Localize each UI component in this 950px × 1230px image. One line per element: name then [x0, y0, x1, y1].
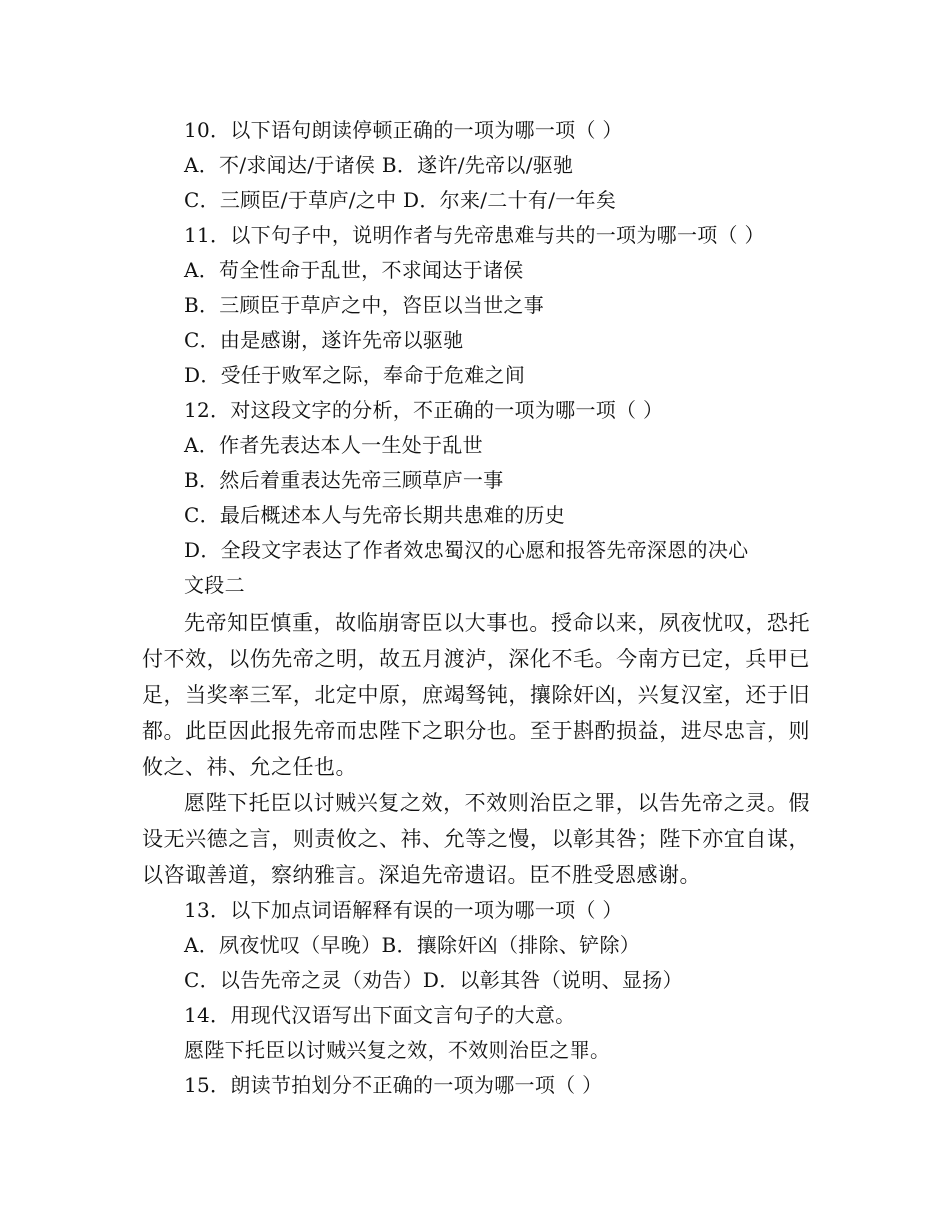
question-12-stem: 12．对这段文字的分析，不正确的一项为哪一项（ ） [184, 398, 664, 422]
question-10-options-ab: A．不/求闻达/于诸侯 B．遂许/先帝以/驱驰 [184, 153, 574, 177]
question-13-options-ab: A．夙夜忧叹（早晚）B．攘除奸凶（排除、铲除） [184, 933, 641, 957]
question-10-options-cd: C．三顾臣/于草庐/之中 D．尔来/二十有/一年矣 [184, 188, 617, 212]
question-12-option-a: A．作者先表达本人一生处于乱世 [184, 433, 483, 457]
question-12-option-b: B．然后着重表达先帝三顾草庐一事 [184, 468, 504, 492]
question-15-stem: 15．朗读节拍划分不正确的一项为哪一项（ ） [184, 1073, 603, 1097]
question-11-option-b: B．三顾臣于草庐之中，咨臣以当世之事 [184, 293, 545, 317]
question-14-sentence: 愿陛下托臣以讨贼兴复之效，不效则治臣之罪。 [184, 1038, 611, 1062]
question-13-options-cd: C．以告先帝之灵（劝告）D．以彰其咎（说明、显扬） [184, 968, 683, 992]
question-13-stem: 13．以下加点词语解释有误的一项为哪一项（ ） [184, 898, 623, 922]
passage-paragraph-1: 先帝知臣慎重，故临崩寄臣以大事也。授命以来，夙夜忧叹，恐托付不效，以伤先帝之明，故五月渡泸，深化不毛。今南方已定，兵甲已足，当奖率三军，北定中原，庶竭驽钝，攘除奸凶，兴复汉室，还于旧都。此臣因此报先帝而忠陛下之职分也。至于斟酌损益，进尽忠言，则攸之、祎、允之任也。 [142, 611, 810, 779]
passage-paragraph-2: 愿陛下托臣以讨贼兴复之效，不效则治臣之罪，以告先帝之灵。假设无兴德之言，则责攸之、祎、允等之慢，以彰其咎；陛下亦宜自谋，以咨诹善道，察纳雅言。深追先帝遗诏。臣不胜受恩感谢。 [142, 791, 810, 887]
question-11-option-c: C．由是感谢，遂许先帝以驱驰 [184, 328, 464, 352]
question-12-option-c: C．最后概述本人与先帝长期共患难的历史 [184, 503, 566, 527]
question-12-option-d: D．全段文字表达了作者效忠蜀汉的心愿和报答先帝深恩的决心 [184, 538, 749, 562]
question-11-option-a: A．苟全性命于乱世，不求闻达于诸侯 [184, 258, 524, 282]
question-11-option-d: D．受任于败军之际，奉命于危难之间 [184, 363, 526, 387]
question-14-stem: 14．用现代汉语写出下面文言句子的大意。 [184, 1003, 576, 1027]
section-two-heading: 文段二 [184, 573, 245, 597]
question-11-stem: 11．以下句子中，说明作者与先帝患难与共的一项为哪一项（ ） [184, 223, 765, 247]
question-10-stem: 10．以下语句朗读停顿正确的一项为哪一项（ ） [184, 118, 623, 142]
